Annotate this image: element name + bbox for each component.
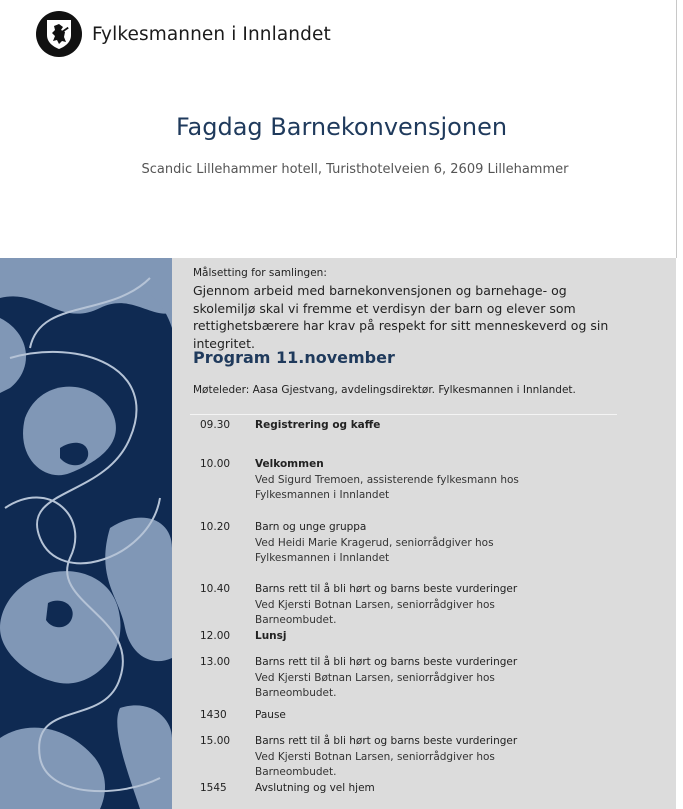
agenda-title: Avslutning og vel hjem [255, 782, 375, 794]
agenda-speaker: Ved Kjersti Botnan Larsen, seniorrådgiver hos [255, 750, 495, 763]
agenda-time: 09.30 [200, 419, 231, 431]
abstract-pattern-image [0, 258, 172, 809]
event-venue: Scandic Lillehammer hotell, Turisthotelveien 6, 2609 Lillehammer [141, 162, 569, 177]
org-name: Fylkesmannen i Innlandet [92, 23, 331, 45]
agenda-time: 15.00 [200, 735, 231, 747]
agenda-speaker-org: Barneombudet. [255, 687, 337, 700]
goal-text: Gjennom arbeid med barnekonvensjonen og barnehage- og skolemiljø skal vi fremme et verdisyn der barn og elever som rettighetsbærere har krav på respekt for sitt menneskeverd og sin integritet. [193, 283, 609, 351]
moderator: Møteleder: Aasa Gjestvang, avdelingsdirektør. Fylkesmannen i Innlandet. [193, 384, 576, 396]
agenda-title: Barns rett til å bli hørt og barns beste vurderinger [255, 656, 518, 668]
agenda-time: 10.20 [200, 521, 231, 533]
program-panel [172, 258, 676, 809]
program-title: Program 11.november [193, 348, 395, 367]
agenda-speaker: Ved Sigurd Tremoen, assisterende fylkesmann hos [255, 473, 519, 486]
agenda-title: Pause [255, 709, 286, 721]
agenda-title: Lunsj [255, 630, 287, 642]
agenda-speaker: Ved Heidi Marie Kragerud, seniorrådgiver hos [255, 536, 494, 549]
agenda-time: 12.00 [200, 630, 231, 642]
decorative-side-panel [0, 258, 172, 809]
agenda-time: 13.00 [200, 656, 231, 668]
lion-coat-of-arms-icon [36, 11, 82, 57]
agenda-speaker: Ved Kjersti Botnan Larsen, seniorrådgiver hos [255, 598, 495, 611]
agenda-speaker-org: Barneombudet. [255, 766, 337, 779]
agenda-title: Barns rett til å bli hørt og barns beste vurderinger [255, 735, 518, 747]
agenda-title: Barn og unge gruppa [255, 521, 367, 533]
org-branding [36, 11, 331, 57]
agenda-title: Registrering og kaffe [255, 419, 381, 431]
agenda-speaker-org: Fylkesmannen i Innlandet [255, 552, 390, 565]
agenda-time: 1545 [200, 782, 227, 794]
agenda-speaker-org: Barneombudet. [255, 614, 337, 627]
agenda-list [172, 258, 676, 809]
agenda-time: 1430 [200, 709, 227, 721]
goal-label: Målsetting for samlingen: [193, 267, 327, 279]
agenda-title: Barns rett til å bli hørt og barns beste vurderinger [255, 583, 518, 595]
agenda-title: Velkommen [255, 458, 324, 470]
agenda-speaker: Ved Kjersti Bøtnan Larsen, seniorrådgiver hos [255, 671, 495, 684]
agenda-speaker-org: Fylkesmannen i Innlandet [255, 489, 390, 502]
event-title: Fagdag Barnekonvensjonen [175, 113, 508, 141]
agenda-time: 10.40 [200, 583, 231, 595]
agenda-time: 10.00 [200, 458, 231, 470]
